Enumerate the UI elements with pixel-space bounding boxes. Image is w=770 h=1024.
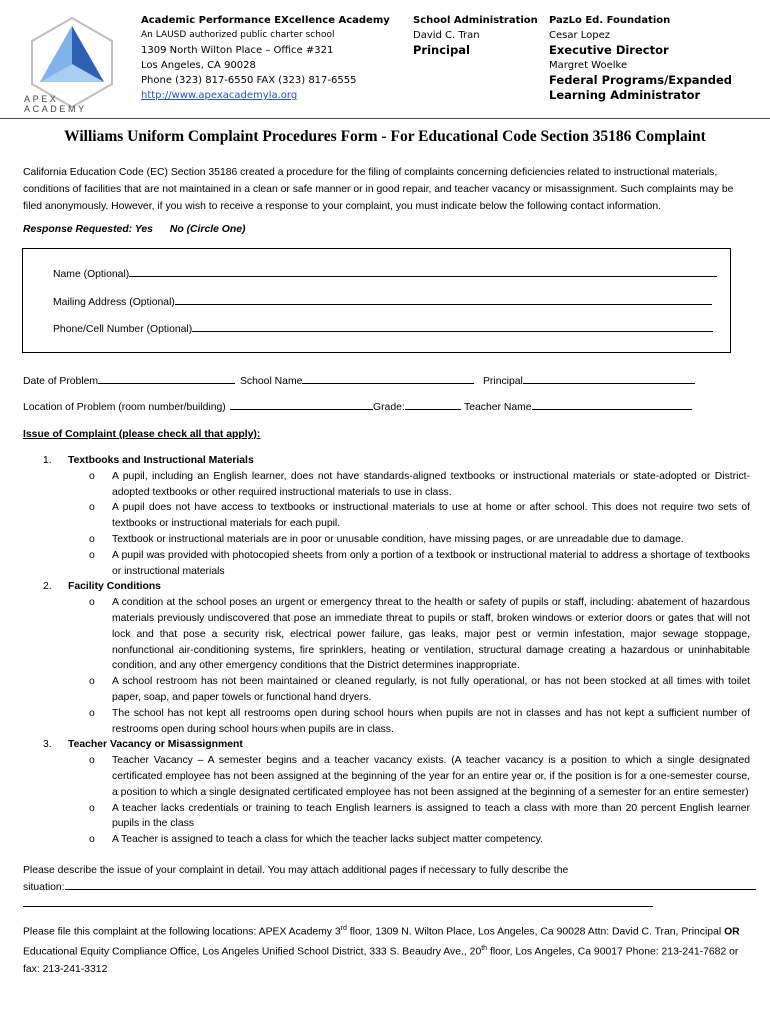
checkbox-bullet[interactable]: o [89, 707, 95, 719]
foundation-name: Cesar Lopez [549, 30, 611, 41]
checkbox-bullet[interactable]: o [89, 502, 95, 514]
location-label: Location of Problem (room number/building) [23, 402, 226, 413]
issue-checklist [23, 453, 750, 848]
checklist-item[interactable] [23, 595, 750, 674]
response-yes-label[interactable]: Response Requested: Yes [23, 224, 153, 235]
admin-heading: School Administration [413, 15, 538, 26]
describe-instructions [23, 862, 750, 913]
checklist-item-text: A teacher lacks credentials or training to teach English learners is assigned to teach a class with more than 20 percent English learner pupils in the class [112, 802, 750, 830]
checklist-item-text: A pupil was provided with photocopied sheets from only a portion of a textbook or instructional material to address a shortage of textbooks or instructional materials [112, 549, 750, 577]
section-title: Teacher Vacancy or Misassignment [68, 739, 243, 751]
teacher-label: Teacher Name [464, 402, 532, 413]
checkbox-bullet[interactable]: o [89, 755, 95, 767]
checkbox-bullet[interactable]: o [89, 470, 95, 482]
checkbox-bullet[interactable]: o [89, 802, 95, 814]
mailing-address-field[interactable] [53, 294, 712, 308]
file-text-a: Please file this complaint at the following locations: APEX Academy 3 [23, 926, 341, 938]
checklist-item[interactable] [23, 832, 750, 848]
admin-title: Principal [413, 43, 470, 57]
letterhead [0, 0, 770, 116]
grade-field[interactable] [373, 399, 461, 413]
principal-field[interactable] [483, 373, 695, 387]
foundation-title-2: Federal Programs/Expanded Learning Administrator [549, 73, 733, 102]
file-text-b: floor, 1309 N. Wilton Place, Los Angeles, Ca 90028 Attn: David C. Tran, Principal [346, 926, 725, 938]
issue-section [23, 453, 750, 469]
name-field[interactable] [53, 266, 717, 280]
checkbox-bullet[interactable]: o [89, 597, 95, 609]
file-or: OR [724, 926, 740, 938]
checkbox-bullet[interactable]: o [89, 533, 95, 545]
header-divider [0, 118, 770, 119]
file-sup-1: rd [340, 925, 347, 932]
foundation-title: Executive Director [549, 43, 669, 57]
teacher-name-field[interactable] [464, 399, 692, 413]
principal-label: Principal [483, 376, 523, 387]
administration-block [413, 13, 543, 58]
issue-section [23, 737, 750, 753]
tagline: An LAUSD authorized public charter school [141, 30, 335, 40]
grade-label: Grade: [373, 402, 405, 413]
describe-field[interactable] [23, 879, 750, 896]
org-name: Academic Performance EXcellence Academy [141, 15, 390, 26]
file-sup-2: th [481, 945, 488, 953]
describe-label: situation: [23, 882, 65, 893]
filing-instructions [23, 920, 750, 978]
checkbox-bullet[interactable]: o [89, 834, 95, 846]
checklist-item-text: A school restroom has not been maintained or cleaned regularly, is not fully operational, or has not been stocked at all times with toilet paper, soap, and paper towels or functional hand dryers. [112, 676, 750, 703]
address-line-2: Los Angeles, CA 90028 [141, 60, 256, 71]
checklist-item[interactable] [23, 801, 750, 833]
checklist-item-text: A pupil does not have access to textbooks or instructional materials to use at home or after school. This does not require two sets of textbooks or instructional materials for each pupil. [112, 502, 750, 530]
checklist-item[interactable] [23, 753, 750, 800]
checklist-item-text: A pupil, including an English learner, does not have standards-aligned textbooks or instructional materials or state-adopted or District-adopted textbooks or other required instructional materials to use in class. [112, 470, 750, 498]
file-text-c: Educational Equity Compliance Office, Los Angeles Unified School District, 333 S. Beaudry Ave., 20 [23, 946, 482, 958]
response-requested [23, 221, 750, 238]
intro-paragraph: California Education Code (EC) Section 35186 created a procedure for the filing of complaints concerning deficiencies related to instructional materials, conditions of facilities that are not maintained in a clean or safe manner or in good repair, and teacher vacancy or misassignment. Such complaints may be filed anonymously. However, if you wish to receive a response to your complaint, you must indicate below the following contact information. [23, 167, 734, 212]
address-line-1: 1309 North Wilton Place – Office #321 [141, 45, 334, 56]
checklist-item-text: A Teacher is assigned to teach a class for which the teacher lacks subject matter competency. [112, 834, 544, 846]
school-contact-block [141, 13, 391, 103]
date-label: Date of Problem [23, 376, 99, 387]
contact-info-box [22, 248, 731, 353]
location-field[interactable] [23, 399, 373, 413]
section-number: 1. [43, 455, 52, 466]
phone-fax: Phone (323) 817-6550 FAX (323) 817-6555 [141, 75, 357, 86]
checklist-item-text: Teacher Vacancy – A semester begins and a teacher vacancy exists. (A teacher vacancy is a position to which a single designated certificated employee has not been assigned at the beginning of the year for an entire year or, if the position is for a one-semester course, a position to which a single designated certificated employee has not been assigned at the beginning of a semester for an entire semester) [112, 755, 750, 798]
describe-line-1: Please describe the issue of your complaint in detail. You may attach additional pages if necessary to fully describe the [23, 865, 569, 876]
form-title: Williams Uniform Complaint Procedures Form - For Educational Code Section 35186 Complaint [64, 128, 706, 145]
checklist-item-text: A condition at the school poses an urgent or emergency threat to the health or safety of pupils or staff, including: abatement of hazardous materials previously undiscovered that pose an immediate threat to pupils or staff, broken windows or exterior doors or gates that will not lock and that pose a security risk, electrical power failure, gas leaks, major pest or vermin infestation, major sewage stoppage, nonfunctional air-conditioning systems, fire sprinklers, heating or ventilation, structural damage creating a hazardous or uninhabitable condition, and any other emergency conditions that the District determines inappropriate. [112, 597, 750, 672]
logo-wordmark: APEX ACADEMY [24, 94, 87, 114]
phone-label: Phone/Cell Number (Optional) [53, 324, 193, 335]
section-title: Facility Conditions [68, 581, 161, 593]
checklist-item-text: The school has not kept all restrooms open during school hours when pupils are not in classes and has not kept a sufficient number of restrooms open during school hours when pupils are in class. [112, 707, 750, 735]
mailing-label: Mailing Address (Optional) [53, 297, 175, 308]
describe-extra-line[interactable] [23, 896, 750, 913]
date-of-problem-field[interactable] [23, 373, 235, 387]
phone-field[interactable] [53, 321, 713, 335]
school-label: School Name [240, 376, 303, 387]
file-text-d: floor, Los Angeles, Ca 90017 Phone: 213-241-7682 or fax: 213-241-3312 [23, 946, 739, 975]
checklist-item[interactable] [23, 532, 750, 548]
foundation-name-2: Margret Woelke [549, 60, 628, 71]
section-title: Textbooks and Instructional Materials [68, 455, 254, 466]
name-label: Name (Optional) [53, 269, 130, 280]
checklist-item[interactable] [23, 469, 750, 501]
checkbox-bullet[interactable]: o [89, 676, 95, 688]
admin-name: David C. Tran [413, 30, 480, 41]
checklist-item[interactable] [23, 548, 750, 580]
issue-heading: Issue of Complaint (please check all that apply): [23, 429, 261, 440]
section-number: 2. [43, 581, 52, 593]
checkbox-bullet[interactable]: o [89, 549, 95, 561]
issue-section [23, 579, 750, 595]
foundation-block [549, 13, 759, 103]
checklist-item[interactable] [23, 500, 750, 532]
website-link[interactable]: http://www.apexacademyla.org [141, 90, 298, 101]
response-no-label[interactable]: No (Circle One) [169, 224, 246, 235]
school-name-field[interactable] [240, 373, 474, 387]
foundation-heading: PazLo Ed. Foundation [549, 15, 671, 26]
checklist-item-text: Textbook or instructional materials are in poor or unusable condition, have missing pages, or are unreadable due to damage. [112, 533, 684, 545]
checklist-item[interactable] [23, 674, 750, 706]
checklist-item[interactable] [23, 706, 750, 738]
section-number: 3. [43, 739, 52, 751]
